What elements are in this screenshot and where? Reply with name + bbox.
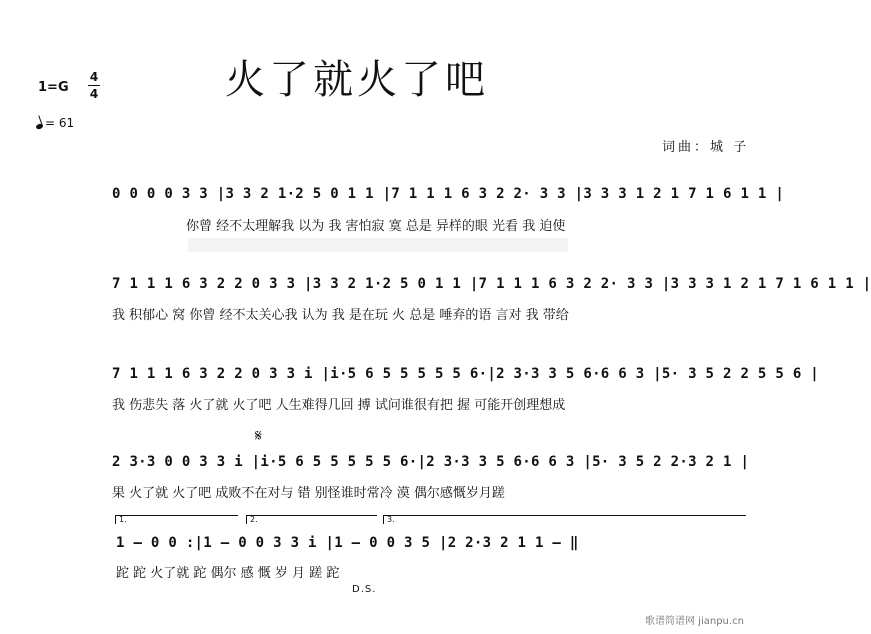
- notation-line-2: 7 1 1 1 6 3 2 2 0 3 3 |3 3 2 1·2 5 0 1 1 |7 1 1 1 6 3 2 2· 3 3 |3 3 3 1 2 1 7 1 6 1 1 |: [112, 276, 871, 292]
- faded-ghost-line: [188, 238, 568, 252]
- volta-label-2: 2.: [250, 515, 258, 524]
- dal-segno-marking: D.S.: [352, 584, 377, 595]
- quarter-note-icon: [35, 123, 43, 130]
- volta-bracket-2: [246, 515, 377, 524]
- notation-line-1: 0 0 0 0 3 3 |3 3 2 1·2 5 0 1 1 |7 1 1 1 6 3 2 2· 3 3 |3 3 3 1 2 1 7 1 6 1 1 |: [112, 186, 785, 202]
- notation-line-5: 1 – 0 0 :|1 – 0 0 3 3 i |1 – 0 0 3 5 |2 2·3 2 1 1 – ‖: [116, 535, 579, 551]
- lyrics-line-4: 果 火了就 火了吧 成败不在对与 错 别怪谁时常冷 漠 偶尔感慨岁月蹉: [112, 486, 505, 501]
- time-signature: [88, 70, 100, 101]
- meter-top: 4: [89, 70, 99, 84]
- key-signature: 1=G: [38, 80, 69, 95]
- meter-bottom: 4: [89, 87, 99, 101]
- volta-bracket-3: [383, 515, 746, 524]
- lyrics-line-1: 你曾 经不太理解我 以为 我 害怕寂 寞 总是 异样的眼 光看 我 迫使: [186, 219, 566, 234]
- volta-label-3: 3.: [387, 515, 395, 524]
- notation-line-4: 2 3·3 0 0 3 3 i |i·5 6 5 5 5 5 5 6·|2 3·3 3 5 6·6 6 3 |5· 3 5 2 2·3 2 1 |: [112, 454, 750, 470]
- segno-sign: 𝄋: [255, 426, 262, 445]
- volta-label-1: 1.: [119, 515, 127, 524]
- lyrics-line-2: 我 积郁心 窝 你曾 经不太关心我 认为 我 是在玩 火 总是 唾弃的语 言对 我 带给: [112, 308, 569, 323]
- song-title: 火了就火了吧: [225, 57, 489, 103]
- tempo-marking: [36, 116, 74, 130]
- lyrics-line-3: 我 伤悲失 落 火了就 火了吧 人生难得几回 搏 试问谁很有把 握 可能开创理想成: [112, 398, 566, 413]
- site-watermark: 歌谱简谱网 jianpu.cn: [645, 616, 744, 627]
- notation-line-3: 7 1 1 1 6 3 2 2 0 3 3 i |i·5 6 5 5 5 5 5 6·|2 3·3 3 5 6·6 6 3 |5· 3 5 2 2 5 5 6 |: [112, 366, 820, 382]
- volta-bracket-1: [115, 515, 238, 524]
- author-credit: 词曲：城 子: [662, 140, 750, 155]
- tempo-value: = 61: [45, 116, 75, 130]
- lyrics-line-5: 跎 跎 火了就 跎 偶尔 感 慨 岁 月 蹉 跎: [116, 566, 340, 581]
